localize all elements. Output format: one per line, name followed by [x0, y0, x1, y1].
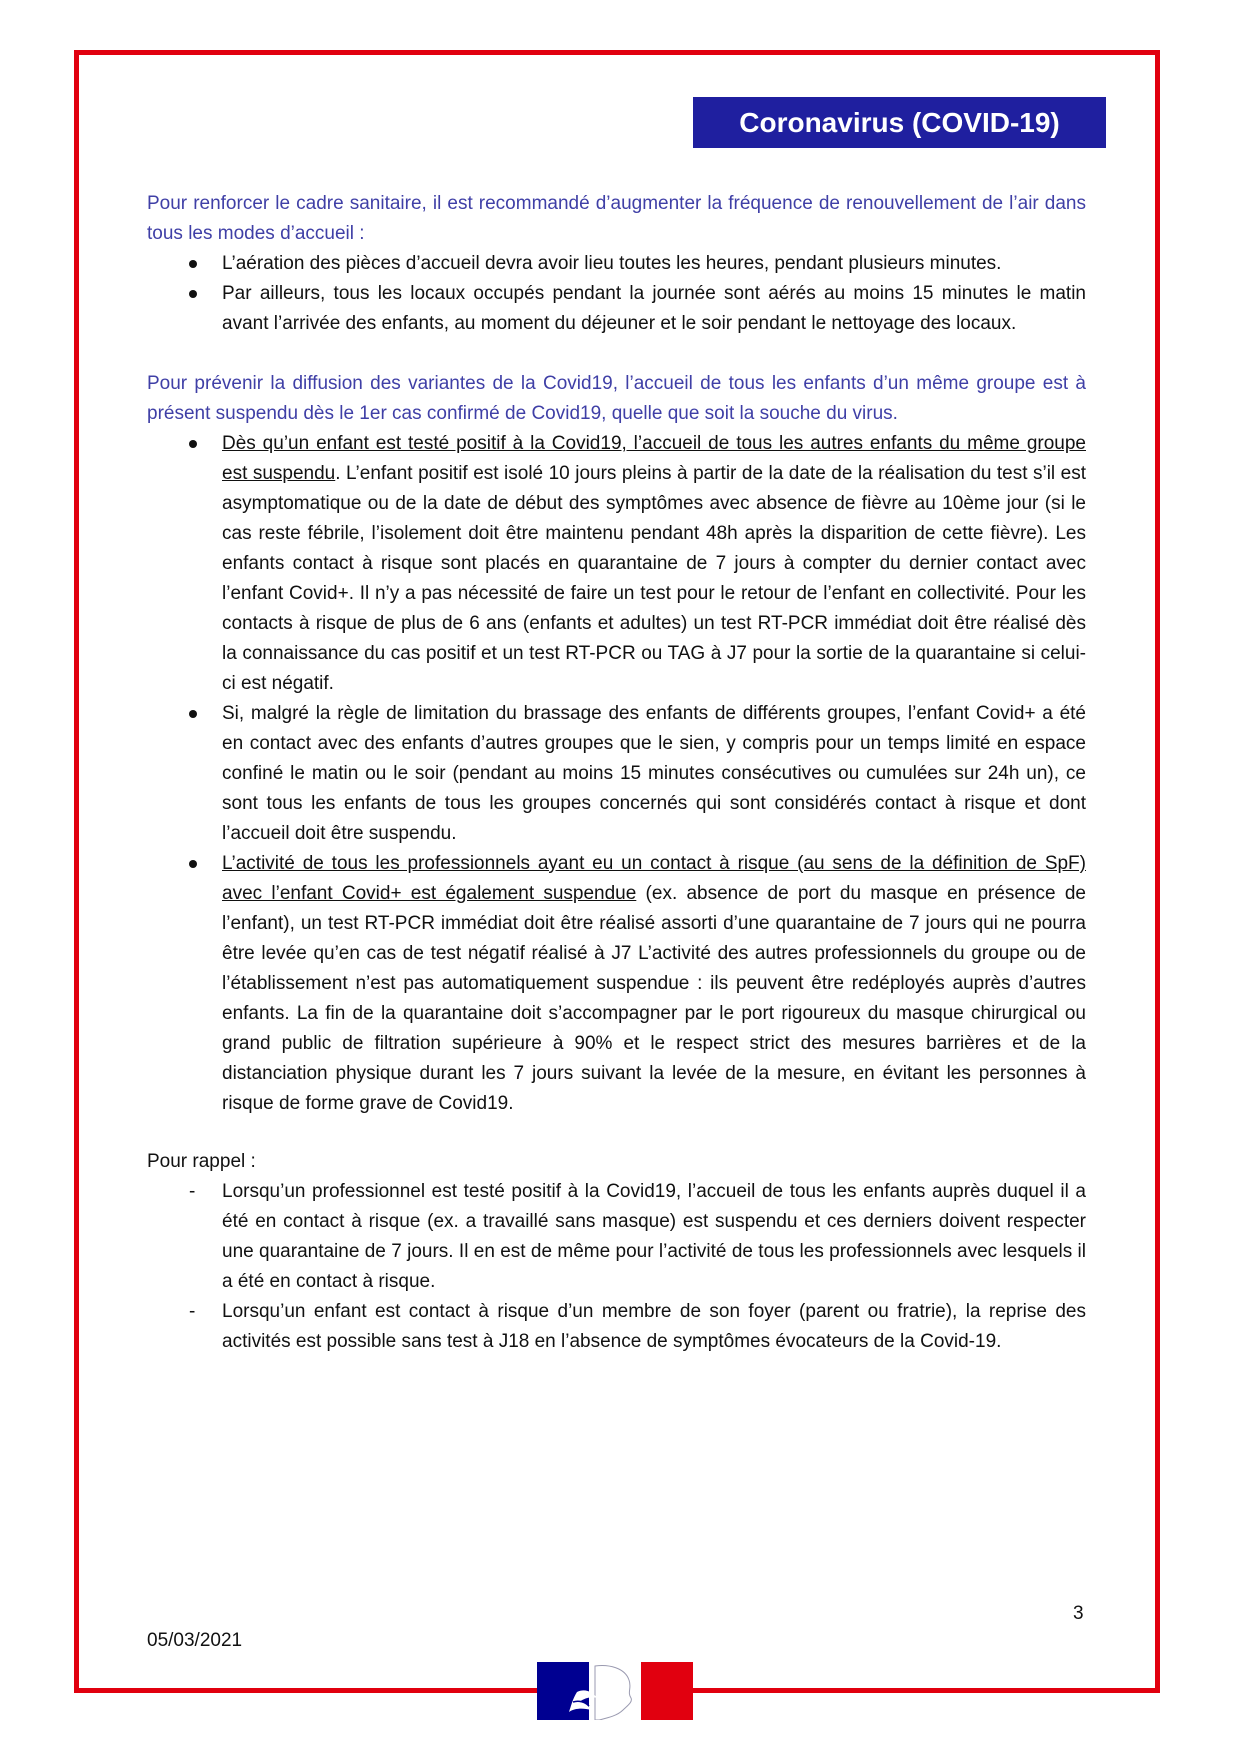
section3-list — [147, 1177, 1086, 1357]
section2-intro: Pour prévenir la diffusion des variantes de la Covid19, l’accueil de tous les enfants d’un même groupe est à présent suspendu dès le 1er cas confirmé de Covid19, quelle que soit la souche du virus. — [147, 373, 1086, 424]
section2-list — [147, 429, 1086, 1119]
paragraph-text: (ex. absence de port du masque en présence de l’enfant), un test RT-PCR immédiat doit être réalisé assorti d’une quarantaine de 7 jours qui ne pourra être levée qu’en cas de test négatif réalisé à J7 L’activité des autres professionnels du groupe ou de l’établissement n’est pas automatiquement suspendue : ils peuvent être redéployés auprès d’autres enfants. La fin de la quarantaine doit s’accompagner par le port rigoureux du masque chirurgical ou grand public de filtration supérieure à 90% et le respect strict des mesures barrières et de la distanciation physique durant les 7 jours suivant la levée de la mesure, en évitant les personnes à risque de forme grave de Covid19. — [222, 883, 1086, 1114]
page-title — [693, 97, 1106, 148]
list-item: L’aération des pièces d’accueil devra avoir lieu toutes les heures, pendant plusieurs minutes. — [147, 249, 1086, 279]
list-item: Si, malgré la règle de limitation du brassage des enfants de différents groupes, l’enfant Covid+ a été en contact avec des enfants d’autres groupes que le sien, y compris pour un temps limité en espace confiné le matin ou le soir (pendant au moins 15 minutes consécutives ou cumulées sur 24h un), ce sont tous les enfants de tous les groupes concernés qui sont considérés contact à risque et dont l’accueil doit être suspendu. — [147, 699, 1086, 849]
section1-intro: Pour renforcer le cadre sanitaire, il est recommandé d’augmenter la fréquence de renouvellement de l’air dans tous les modes d’accueil : — [147, 193, 1086, 244]
document-date: 05/03/2021 — [147, 1630, 243, 1651]
list-item: - Lorsqu’un professionnel est testé positif à la Covid19, l’accueil de tous les enfants auprès duquel il a été en contact à risque (ex. a travaillé sans masque) est suspendu et ces derniers doivent respecter une quarantaine de 7 jours. Il en est de même pour l’activité de tous les professionnels avec lesquels il a été en contact à risque. — [147, 1177, 1086, 1297]
list-item — [147, 429, 1086, 699]
page-number: 3 — [1073, 1603, 1084, 1624]
list-item — [147, 849, 1086, 1119]
marianne-logo-icon — [537, 1662, 693, 1720]
underlined-text: Dès qu’un enfant est testé positif à la Covid19, l’accueil de tous les autres enfants du même groupe est suspendu — [222, 433, 1086, 484]
list-item: Par ailleurs, tous les locaux occupés pendant la journée sont aérés au moins 15 minutes le matin avant l’arrivée des enfants, au moment du déjeuner et le soir pendant le nettoyage des locaux. — [147, 279, 1086, 339]
paragraph-text: . L’enfant positif est isolé 10 jours pleins à partir de la date de la réalisation du test s’il est asymptomatique ou de la date de début des symptômes avec absence de fièvre au 10ème jour (si le cas reste fébrile, l’isolement doit être maintenu pendant 48h après la disparition de cette fièvre). Les enfants contact à risque sont placés en quarantaine de 7 jours à compter du dernier contact avec l’enfant Covid+. Il n’y a pas nécessité de faire un test pour le retour de l’enfant en collectivité. Pour les contacts à risque de plus de 6 ans (enfants et adultes) un test RT-PCR immédiat doit être réalisé dès la connaissance du cas positif et un test RT-PCR ou TAG à J7 pour la sortie de la quarantaine si celui-ci est négatif. — [222, 463, 1086, 694]
section1-list — [147, 249, 1086, 339]
section3-intro: Pour rappel : — [147, 1151, 256, 1172]
document-body — [147, 189, 1086, 1357]
underlined-text: L’activité de tous les professionnels ayant eu un contact à risque (au sens de la définition de SpF) avec l’enfant Covid+ est également suspendue — [222, 853, 1086, 904]
page-title-text: Coronavirus (COVID-19) — [739, 106, 1060, 138]
list-item: - Lorsqu’un enfant est contact à risque d’un membre de son foyer (parent ou fratrie), la reprise des activités est possible sans test à J18 en l’absence de symptômes évocateurs de la Covid-19. — [147, 1297, 1086, 1357]
